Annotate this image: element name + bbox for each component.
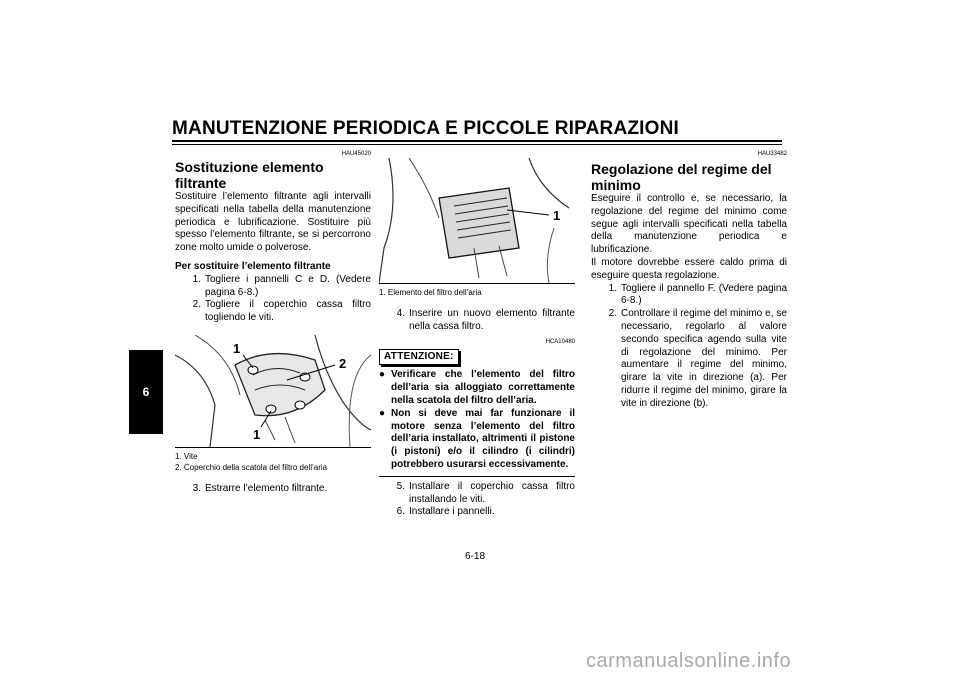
bullet-icon: ● xyxy=(379,407,386,419)
attention-badge: ATTENZIONE: xyxy=(379,349,459,366)
caution-bullet-2: ● Non si deve mai far funzionare il motore senza l’elemento del filtro dell’aria installato, altrimenti il pistone (i pistoni) e/o il cilindro (i cilindri) potrebbero usurarsi eccessivamente. xyxy=(379,407,575,470)
caution-code: HCA10480 xyxy=(545,338,575,345)
section-code: HAU33482 xyxy=(757,151,787,157)
figure-caption: 1. Elemento del filtro dell’aria xyxy=(379,288,482,297)
paragraph-2: Il motore dovrebbe essere caldo prima di eseguire questa regolazione. xyxy=(591,256,787,281)
step-2: 2. Controllare il regime del minimo e, se necessario, regolarlo al valore secondo specifica agendo sulla vite di regolazione del minimo. Per aumentare il regime del minimo, girare la vite in direzione (a). Per ridurre il regime del minimo, girare la vite in direzione (b). xyxy=(608,308,787,409)
step-5: 5. Installare il coperchio cassa filtro installando le viti. xyxy=(396,480,575,505)
air-filter-element-illustration xyxy=(379,158,575,283)
figure-label-2: 2 xyxy=(339,355,347,371)
bullet-icon: ● xyxy=(379,369,386,381)
section-heading: Sostituzione elemento filtrante xyxy=(175,159,324,191)
intro-paragraph: Sostituire l’elemento filtrante agli intervalli specificati nella tabella della manutenzione periodica e lubrificazione. Sostituire più spesso l’elemento filtrante, se si percorrono zone molto umide o polverose. xyxy=(175,191,371,254)
step-6: 6. Installare i pannelli. xyxy=(396,506,495,518)
step-4: 4. Inserire un nuovo elemento filtrante nella cassa filtro. xyxy=(396,308,575,332)
step-1: 1. Togliere il pannello F. (Vedere pagina 6-8.) xyxy=(608,282,787,307)
step-2: 2. Togliere il coperchio cassa filtro togliendo le viti. xyxy=(192,299,371,324)
figure-label-1b: 1 xyxy=(253,426,261,442)
figure-label-1: 1 xyxy=(553,208,561,223)
header-rule xyxy=(172,140,782,142)
section-heading: Regolazione del regime del minimo xyxy=(591,161,772,193)
air-filter-cover-illustration xyxy=(175,335,371,447)
figure-air-filter-element xyxy=(379,158,575,284)
step-1: 1. Togliere i pannelli C e D. (Vedere pagina 6-8.) xyxy=(192,273,371,298)
step-3: 3. Estrarre l’elemento filtrante. xyxy=(192,482,328,494)
chapter-tab: 6 xyxy=(129,350,163,434)
page-number: 6-18 xyxy=(465,551,486,562)
caption-2: 2. Coperchio della scatola del filtro dell’aria xyxy=(175,462,328,472)
watermark: carmanualsonline.info xyxy=(586,650,792,672)
section-code: HAU45020 xyxy=(341,151,371,157)
paragraph-1: Eseguire il controllo e, se necessario, la regolazione del regime del minimo come segue agli intervalli specificati nella tabella della manutenzione periodica e lubrificazione. xyxy=(591,193,787,256)
column-middle xyxy=(379,150,575,519)
caption-1: 1. Vite xyxy=(175,451,198,461)
column-left xyxy=(175,150,371,496)
column-right xyxy=(591,150,787,411)
figure-captions xyxy=(175,451,371,473)
figure-label-1: 1 xyxy=(233,340,241,356)
subheading: Per sostituire l’elemento filtrante xyxy=(175,260,331,272)
page-title: MANUTENZIONE PERIODICA E PICCOLE RIPARAZIONI xyxy=(172,118,680,139)
caution-bullet-1: ● Verificare che l’elemento del filtro dell’aria sia alloggiato correttamente nella scatola del filtro dell’aria. xyxy=(379,369,575,406)
figure-air-filter-cover xyxy=(175,335,371,448)
header-rule-thin xyxy=(172,144,782,145)
